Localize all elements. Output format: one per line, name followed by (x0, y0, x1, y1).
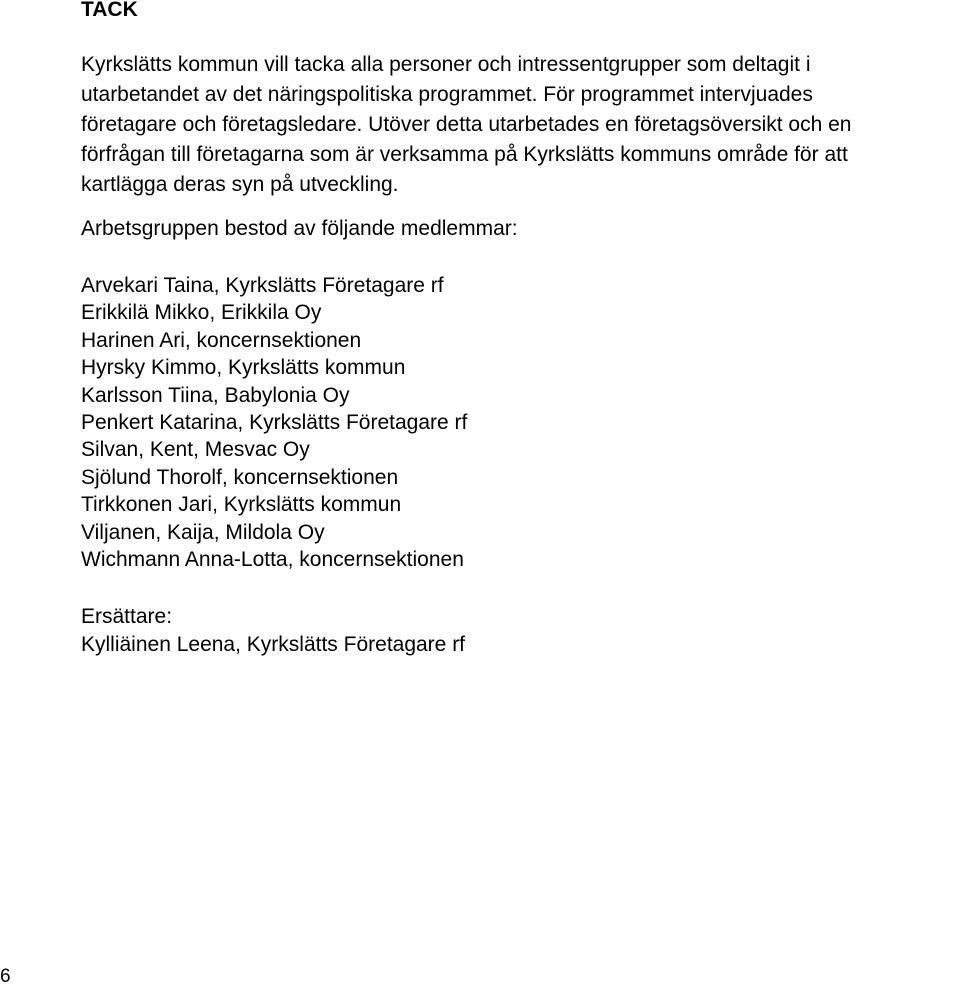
intro-paragraph (81, 50, 960, 200)
intro-line: företagare och företagsledare. Utöver detta utarbetades en företagsöversikt och en (81, 113, 852, 136)
member-item: Sjölund Thorolf, koncernsektionen (81, 465, 399, 489)
intro-line: förfrågan till företagarna som är verksamma på Kyrkslätts kommuns område för att (81, 143, 848, 166)
member-item: Erikkilä Mikko, Erikkila Oy (81, 301, 322, 325)
member-item: Silvan, Kent, Mesvac Oy (81, 438, 310, 462)
page-heading: TACK (81, 0, 138, 21)
substitute-label: Ersättare: (81, 605, 173, 628)
member-item: Wichmann Anna-Lotta, koncernsektionen (81, 548, 464, 572)
member-item: Penkert Katarina, Kyrkslätts Företagare rf (81, 411, 468, 435)
working-group-intro: Arbetsgruppen bestod av följande medlemmar: (81, 217, 518, 240)
member-item: Hyrsky Kimmo, Kyrkslätts kommun (81, 356, 406, 380)
substitute-name: Kylliäinen Leena, Kyrkslätts Företagare rf (81, 633, 466, 656)
page-number: 6 (0, 966, 11, 987)
member-item: Tirkkonen Jari, Kyrkslätts kommun (81, 493, 402, 517)
intro-line: kartlägga deras syn på utveckling. (81, 173, 399, 196)
member-item: Arvekari Taina, Kyrkslätts Företagare rf (81, 274, 444, 297)
member-item: Karlsson Tiina, Babylonia Oy (81, 383, 350, 407)
member-item: Harinen Ari, koncernsektionen (81, 328, 362, 352)
intro-line: Kyrkslätts kommun vill tacka alla personer och intressentgrupper som deltagit i (81, 53, 811, 76)
intro-line: utarbetandet av det näringspolitiska programmet. För programmet intervjuades (81, 83, 813, 106)
member-item: Viljanen, Kaija, Mildola Oy (81, 520, 325, 544)
member-list (81, 272, 467, 573)
